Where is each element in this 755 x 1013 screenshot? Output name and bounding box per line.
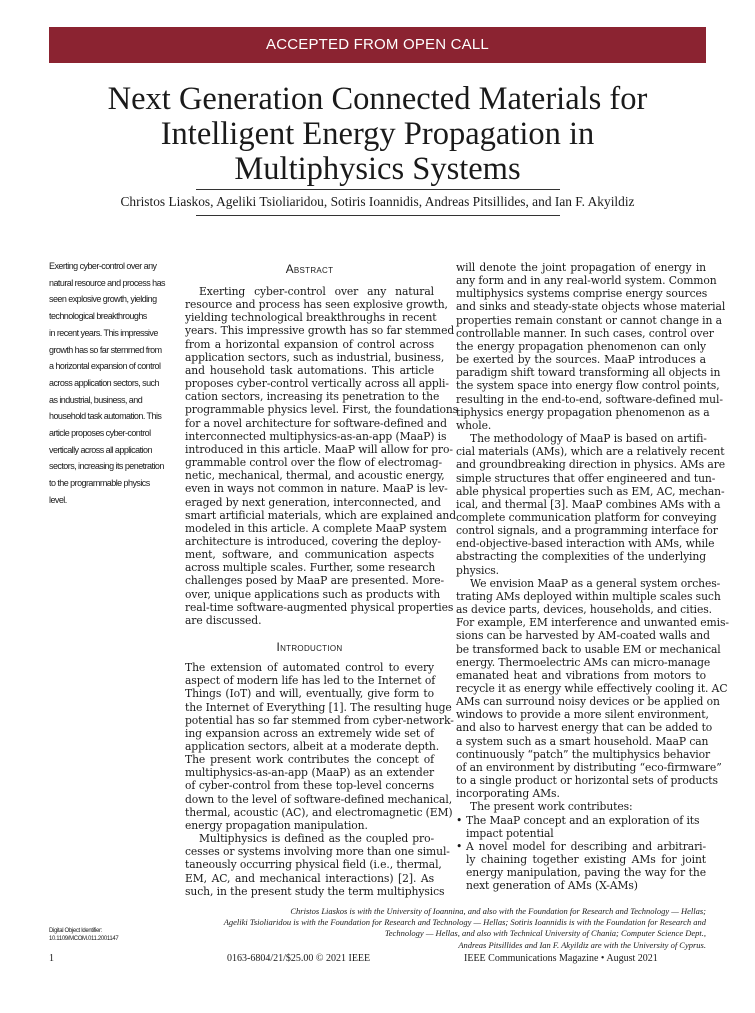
sidebar-line: Exerting cyber-control over any (49, 261, 157, 271)
body-line: controllable manner. In such cases, control over (456, 326, 714, 340)
intro-line: The present work contributes the concept of (185, 753, 434, 767)
doi-block (49, 927, 179, 943)
title-rule-top (196, 189, 560, 190)
bullet-icon: • (456, 839, 463, 853)
intro-line: energy propagation manipulation. (185, 818, 368, 832)
affiliation-line: Christos Liaskos is with the University of Ioannina, and also with the Foundation for Research and Technology — Hellas; (290, 906, 706, 916)
abstract-heading: Abstract (285, 262, 334, 276)
body-line: simple structures that offer engineered and tun- (456, 471, 716, 485)
sidebar-line: across application sectors, such (49, 377, 159, 388)
abstract-line: even in ways not common in nature. MaaP is lev- (185, 482, 448, 496)
abstract-line: modeled in this article. A complete MaaP system (185, 521, 447, 535)
sidebar-line: household task automation. This (49, 411, 162, 422)
intro-line: potential has so far stemmed from cyber-network- (185, 713, 454, 727)
body-line: cial materials (AMs), which are a relatively recent (456, 445, 725, 459)
sidebar-line: in recent years. This impressive (49, 327, 158, 338)
sidebar-line: sectors, increasing its penetration (49, 461, 164, 472)
abstract-line: and household task automations. This article (185, 363, 434, 377)
introduction-body (185, 661, 454, 898)
author-affiliations (185, 906, 706, 951)
body-line: We envision MaaP as a general system orches- (470, 576, 721, 590)
body-line: able physical properties such as EM, AC, mechan- (456, 484, 725, 498)
body-line: will denote the joint propagation of energy in (456, 261, 706, 274)
affiliation-line: Ageliki Tsioliaridou is with the Foundation for Research and Technology — Hellas; Sotiris Ioannidis is with the Foundation for Research and (223, 917, 706, 928)
intro-line: of cyber-control from these top-level concerns (185, 779, 434, 793)
sidebar-line: natural resource and process has (49, 277, 165, 288)
body-line: The methodology of MaaP is based on artifi- (470, 432, 707, 446)
title-rule-bottom (196, 215, 560, 216)
body-line: the system space into energy flow control points, (456, 379, 720, 393)
section-banner: ACCEPTED FROM OPEN CALL (49, 27, 706, 63)
body-line: incorporating AMs. (456, 787, 560, 801)
body-line: to a single product or horizontal sets of products (456, 774, 718, 788)
author-list: Christos Liaskos, Ageliki Tsioliaridou, Sotiris Ioannidis, Andreas Pitsillides, and Ian F. Akyildiz (120, 194, 635, 209)
abstract-line: for a novel architecture for software-defined and (185, 416, 447, 430)
intro-line: aspect of modern life has led to the Internet of (185, 674, 436, 688)
title-line: Multiphysics Systems (234, 151, 521, 187)
abstract-line: interconnected multiphysics-as-an-app (MaaP) is (185, 429, 447, 443)
body-line: sions can be harvested by AM-coated walls and (456, 629, 710, 643)
abstract-line: ment, software, and communication aspects (185, 548, 434, 562)
abstract-line: proposes cyber-control vertically across all appli- (185, 377, 449, 391)
intro-line: such, in the present study the term multiphysics (185, 884, 445, 898)
abstract-line: yielding technological breakthroughs in recent (185, 311, 437, 325)
body-line: multiphysics systems comprise energy sources (456, 287, 708, 301)
bullet-line: A novel model for describing and arbitrari- (466, 839, 706, 853)
abstract-line: are discussed. (185, 613, 262, 627)
intro-line: application sectors, albeit at a moderate depth. (185, 740, 440, 753)
abstract-line: from a horizontal expansion of control across (185, 337, 434, 351)
abstract-line: application sectors, such as industrial, business, (185, 350, 445, 364)
abstract-line: architecture is introduced, covering the deploy- (185, 534, 442, 548)
bullet-line: ly chaining together existing AMs for joint (466, 853, 706, 867)
abstract-line: over, unique applications such as products with (185, 587, 441, 601)
contribution-bullet (456, 840, 706, 893)
intro-line: cesses or systems involving more than one simul- (185, 845, 450, 859)
journal-line: IEEE Communications Magazine • August 2021 (464, 953, 658, 964)
paragraph-1 (456, 261, 726, 432)
abstract-line: eraged by next generation, interconnected, and (185, 495, 441, 509)
body-line: properties remain constant or cannot change in a (456, 313, 722, 327)
abstract-line: across multiple scales. Further, some research (185, 561, 436, 575)
doi-label: Digital Object Identifier: (49, 928, 102, 934)
body-line: windows to provide a more silent environment, (456, 708, 709, 722)
abstract-line: challenges posed by MaaP are presented. More- (185, 574, 445, 588)
abstract-line: Exerting cyber-control over any natural (199, 285, 434, 298)
body-line: complete communication platform for conveying (456, 510, 717, 524)
paragraph-3 (456, 576, 729, 801)
abstract-line: grammable control over the flow of electromag- (185, 456, 443, 470)
body-line: as device parts, devices, households, and cities. (456, 603, 712, 617)
introduction-heading: Introduction (276, 640, 343, 655)
intro-line: multiphysics-as-an-app (MaaP) as an extender (185, 766, 434, 780)
body-line: continuously “patch” the multiphysics behavior (456, 747, 711, 761)
body-line: of an environment by distributing “eco-firmware” (456, 760, 722, 774)
body-line: energy. Thermoelectric AMs can micro-manage (456, 655, 711, 669)
doi-value: 10.1109/MCOM.011.2001147 (49, 936, 119, 942)
column-left (185, 261, 459, 898)
body-line: be transformed back to usable EM or mechanical (456, 642, 721, 656)
intro-line: EM, AC, and mechanical interactions) [2]. As (185, 871, 434, 885)
contributions-intro: The present work contributes: (470, 800, 633, 814)
intro-line: down to the level of software-defined mechanical, (185, 792, 453, 806)
abstract-line: smart artificial materials, which are explained and (185, 508, 457, 522)
bullet-line: The MaaP concept and an exploration of its (466, 813, 700, 827)
body-line: resulting in the end-to-end, software-defined mul- (456, 392, 723, 406)
summary-sidebar (49, 258, 167, 509)
abstract-body (185, 285, 459, 627)
abstract-line: programmable physics level. First, the foundations (185, 403, 459, 417)
body-line: AMs can surround noisy devices or be applied on (456, 695, 720, 709)
bullet-line: impact potential (466, 826, 554, 840)
article-title (0, 82, 755, 187)
sidebar-line: technological breakthroughs (49, 311, 147, 322)
body-line: whole. (456, 418, 492, 432)
intro-line: Things (IoT) and will, eventually, give form to (185, 687, 434, 701)
body-line: ical, and thermal [3]. MaaP combines AMs with a (456, 497, 721, 511)
sidebar-line: as industrial, business, and (49, 394, 143, 405)
intro-line: taneously occurring physical field (i.e., thermal, (185, 858, 442, 872)
sidebar-line: vertically across all application (49, 444, 152, 455)
abstract-line: netic, mechanical, thermal, and acoustic energy, (185, 469, 445, 483)
body-line: physics. (456, 563, 499, 577)
body-line: abstracting the complexities of the underlying (456, 550, 706, 564)
paragraph-2 (456, 432, 726, 577)
body-line: paradigm shift toward transforming all objects in (456, 366, 721, 380)
body-line: recycle it as energy while effectively cooling it. AC (456, 682, 728, 695)
sidebar-line: level. (49, 494, 67, 505)
body-line: be exerted by the sources. MaaP introduces a (456, 353, 706, 367)
sidebar-line: seen explosive growth, yielding (49, 294, 157, 305)
abstract-line: real-time software-augmented physical properties (185, 600, 454, 614)
sidebar-line: to the programmable physics (49, 478, 150, 489)
intro-line: The extension of automated control to every (185, 661, 434, 675)
intro-line: thermal, acoustic (AC), and electromagnetic (EM) (185, 805, 453, 819)
body-line: and groundbreaking direction in physics. AMs are (456, 458, 726, 472)
body-line: a system such as a smart household. MaaP can (456, 734, 709, 748)
abstract-line: introduced in this article. MaaP will allow for pro- (185, 442, 453, 456)
abstract-line: years. This impressive growth has so far stemmed (185, 324, 455, 338)
body-line: emanated heat and vibrations from motors to (456, 668, 706, 682)
body-line: and sinks and steady-state objects whose material (456, 300, 726, 314)
affiliation-line: Andreas Pitsillides and Ian F. Akyildiz are with the University of Cyprus. (458, 939, 706, 950)
bullet-line: energy manipulation, paving the way for the (466, 866, 706, 880)
copyright-line: 0163-6804/21/$25.00 © 2021 IEEE (227, 953, 371, 964)
abstract-line: resource and process has seen explosive growth, (185, 298, 448, 312)
intro-line: Multiphysics is defined as the coupled pro- (199, 832, 434, 846)
page-number: 1 (49, 953, 54, 964)
affiliation-line: Technology — Hellas, and also with Technical University of Chania; Computer Science Dept., (384, 928, 706, 939)
intro-line: the Internet of Everything [1]. The resulting huge (185, 700, 452, 714)
title-line: Next Generation Connected Materials for (107, 81, 648, 117)
bullet-icon: • (456, 813, 463, 827)
sidebar-line: a horizontal expansion of control (49, 361, 161, 372)
body-line: and also to harvest energy that can be added to (456, 721, 713, 735)
body-line: any form and in any real-world system. Common (456, 274, 717, 288)
body-line: end-objective-based interaction with AMs, while (456, 537, 715, 551)
title-line: Intelligent Energy Propagation in (160, 116, 595, 152)
column-right (456, 261, 729, 893)
body-line: tiphysics energy propagation phenomenon as a (456, 405, 710, 419)
body-line: the energy propagation phenomenon can only (456, 339, 706, 353)
abstract-line: cation sectors, increasing its penetration to the (185, 390, 440, 404)
intro-line: ing expansion across an extremely wide set of (185, 726, 434, 740)
sidebar-line: article proposes cyber-control (49, 428, 151, 439)
body-line: For example, EM interference and unwanted emis- (456, 616, 729, 630)
bullet-line: next generation of AMs (X-AMs) (466, 879, 638, 893)
body-line: control signals, and a programming interface for (456, 524, 718, 538)
contribution-bullet (456, 814, 706, 840)
body-line: trating AMs deployed within multiple scales such (456, 589, 721, 603)
sidebar-line: growth has so far stemmed from (49, 344, 162, 355)
